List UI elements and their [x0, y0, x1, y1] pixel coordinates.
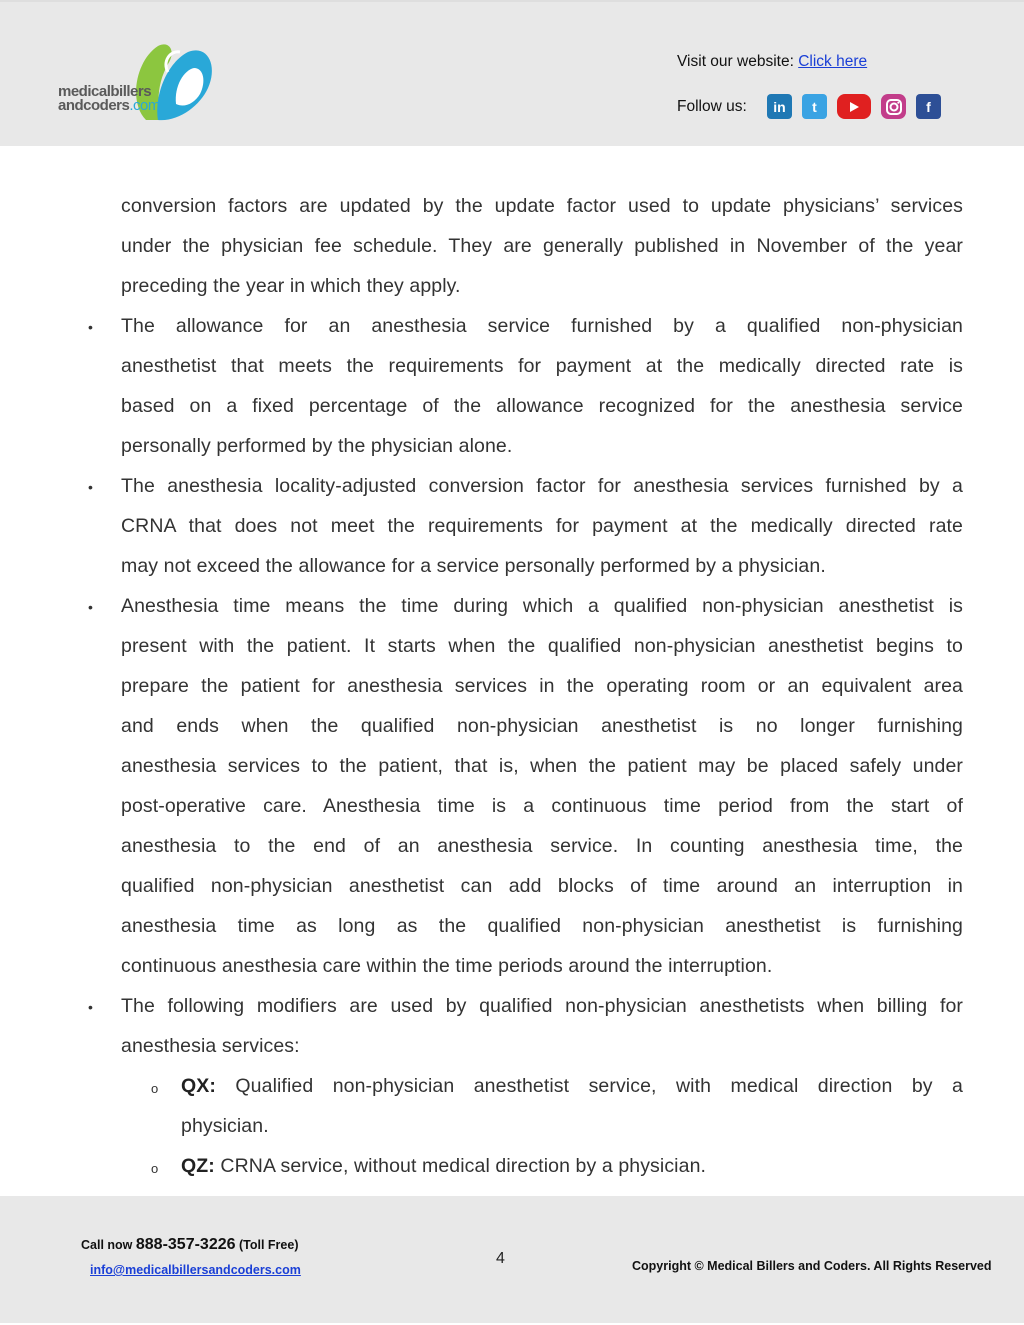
body-line: conversion factors are updated by the update factor used to update physicians’ services — [121, 195, 963, 217]
body-line: may not exceed the allowance for a service personally performed by a physician. — [121, 555, 826, 577]
logo-text — [58, 85, 160, 113]
body-line: post-operative care. Anesthesia time is a continuous time period from the start of — [121, 795, 963, 817]
modifier-text-cont: physician. — [181, 1115, 269, 1137]
bullet-icon: • — [88, 319, 93, 335]
modifier-qx — [181, 1075, 963, 1098]
visit-label: Visit our website: — [677, 53, 794, 70]
body-line: CRNA that does not meet the requirements for payment at the medically directed rate — [121, 515, 963, 537]
bullet-icon: • — [88, 479, 93, 495]
body-line: prepare the patient for anesthesia services in the operating room or an equivalent area — [121, 675, 963, 697]
body-line: The following modifiers are used by qualified non-physician anesthetists when billing for — [121, 995, 963, 1017]
page-header — [0, 0, 1024, 146]
sub-bullet-icon: o — [151, 1081, 159, 1096]
website-link[interactable]: Click here — [798, 53, 868, 70]
body-line: present with the patient. It starts when the qualified non-physician anesthetist begins to — [121, 635, 963, 657]
body-line: The allowance for an anesthesia service furnished by a qualified non-physician — [121, 315, 963, 337]
follow-label: Follow us: — [677, 98, 747, 115]
body-line: and ends when the qualified non-physician anesthetist is no longer furnishing — [121, 715, 963, 737]
sub-bullet-icon: o — [151, 1161, 159, 1176]
page-number: 4 — [496, 1250, 505, 1267]
instagram-icon[interactable] — [881, 94, 906, 119]
modifier-text: CRNA service, without medical direction by a physician. — [220, 1155, 707, 1177]
call-suffix: (Toll Free) — [235, 1238, 299, 1252]
body-line: personally performed by the physician alone. — [121, 435, 513, 457]
call-now — [81, 1236, 298, 1254]
social-icons — [767, 94, 941, 119]
modifier-qz — [181, 1155, 963, 1178]
body-line: anesthesia services to the patient, that is, when the patient may be placed safely under — [121, 755, 963, 777]
body-line: under the physician fee schedule. They are generally published in November of the year — [121, 235, 963, 257]
bullet-icon: • — [88, 999, 93, 1015]
modifier-code: QZ: — [181, 1155, 215, 1177]
modifier-text: Qualified non-physician anesthetist service, with medical direction by a — [235, 1075, 963, 1097]
logo-line1: medicalbillers — [58, 83, 152, 100]
logo-line2-suffix: .com — [129, 97, 160, 114]
body-line: qualified non-physician anesthetist can add blocks of time around an interruption in — [121, 875, 963, 897]
copyright-text: Copyright © Medical Billers and Coders. All Rights Reserved — [632, 1259, 992, 1273]
visit-website — [677, 53, 867, 71]
youtube-icon[interactable] — [837, 94, 871, 119]
linkedin-icon[interactable]: in — [767, 94, 792, 119]
page-footer — [0, 1196, 1024, 1323]
bullet-icon: • — [88, 599, 93, 615]
logo-line2: andcoders — [58, 97, 130, 114]
body-line: Anesthesia time means the time during which a qualified non-physician anesthetist is — [121, 595, 963, 617]
body-line: anesthesia time as long as the qualified non-physician anesthetist is furnishing — [121, 915, 963, 937]
body-line: based on a fixed percentage of the allowance recognized for the anesthesia service — [121, 395, 963, 417]
twitter-icon[interactable]: t — [802, 94, 827, 119]
call-prefix: Call now — [81, 1238, 136, 1252]
body-line: The anesthesia locality-adjusted conversion factor for anesthesia services furnished by a — [121, 475, 963, 497]
phone-number[interactable]: 888-357-3226 — [135, 1236, 236, 1253]
company-logo[interactable] — [58, 42, 218, 124]
modifier-code: QX: — [181, 1075, 216, 1097]
email-link[interactable]: info@medicalbillersandcoders.com — [90, 1263, 301, 1277]
facebook-icon[interactable]: f — [916, 94, 941, 119]
body-line: anesthesia services: — [121, 1035, 300, 1057]
body-line: anesthetist that meets the requirements for payment at the medically directed rate is — [121, 355, 963, 377]
body-line: preceding the year in which they apply. — [121, 275, 461, 297]
body-line: continuous anesthesia care within the time periods around the interruption. — [121, 955, 773, 977]
body-line: anesthesia to the end of an anesthesia service. In counting anesthesia time, the — [121, 835, 963, 857]
